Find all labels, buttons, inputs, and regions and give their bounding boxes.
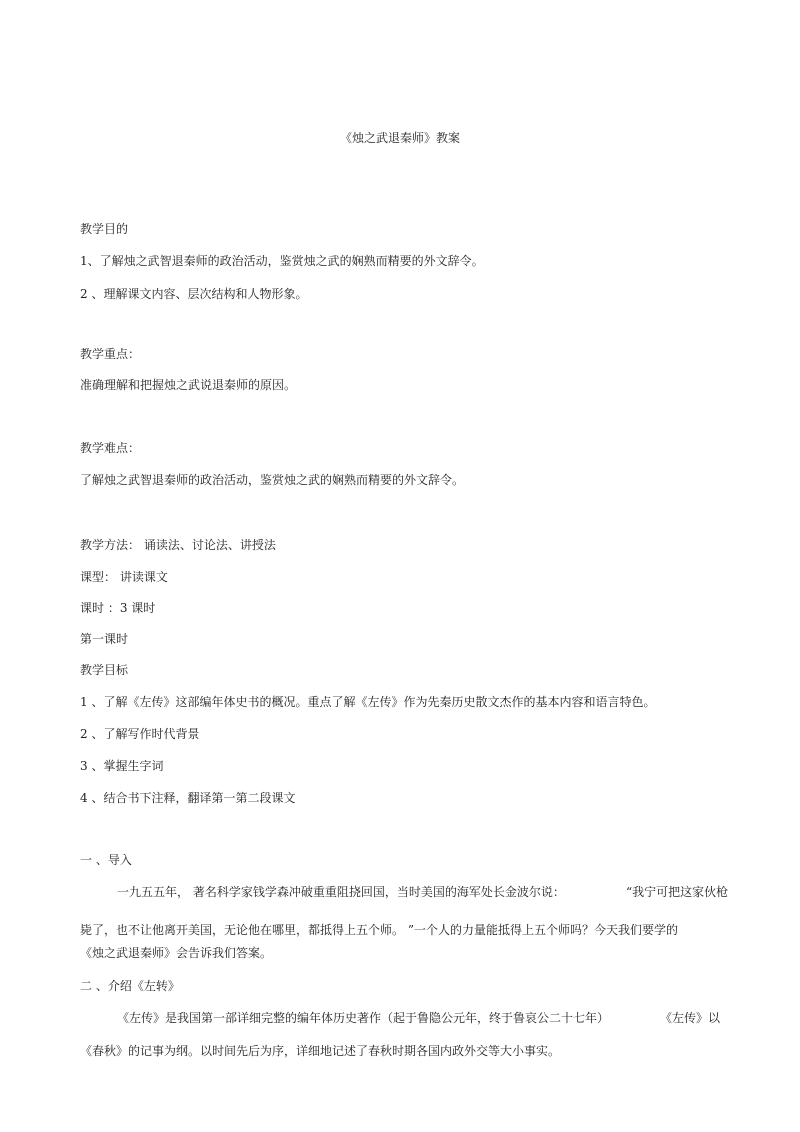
lesson-type-line: 课型： 讲读课文 (80, 570, 168, 584)
hours-line: 课时 ：3 课时 (80, 601, 156, 615)
key-points-heading: 教学重点： (80, 347, 141, 361)
objectives-heading: 教学目的 (80, 222, 129, 236)
section1-heading: 一 、导入 (80, 853, 132, 867)
section1-line1: 一九五五年， 著名科学家钱学森冲破重重阻挠回国，当时美国的海军处长金波尔说： (117, 885, 565, 899)
section1-line3: 《烛之武退秦师》会告诉我们答案。 (80, 946, 273, 960)
goal-item-2: 2 、了解写作时代背景 (80, 727, 200, 741)
goals-heading: 教学目标 (80, 663, 129, 677)
page-title: 《烛之武退秦师》教案 (339, 131, 460, 145)
objective-item-1: 1、了解烛之武智退秦师的政治活动，鉴赏烛之武的娴熟而精要的外文辞令。 (80, 254, 484, 268)
section2-line1: 《左传》是我国第一部详细完整的编年体历史著作（起于鲁隐公元年，终于鲁哀公二十七年） (117, 1011, 610, 1025)
section2-line2: 《春秋》的记事为纲。以时间先后为序，详细地记述了春秋时期各国内政外交等大小事实。 (80, 1044, 561, 1058)
difficulties-text: 了解烛之武智退秦师的政治活动，鉴赏烛之武的娴熟而精要的外文辞令。 (80, 473, 465, 487)
goal-item-4: 4 、结合书下注释，翻译第一第二段课文 (80, 791, 296, 805)
section2-heading: 二 、介绍《左转》 (80, 979, 180, 993)
goal-item-3: 3 、掌握生字词 (80, 759, 164, 773)
section1-line1-quote: “我宁可把这家伙枪 (626, 885, 729, 899)
section2-line1-end: 《左传》以 (660, 1011, 721, 1025)
objective-item-2: 2 、理解课文内容、层次结构和人物形象。 (80, 287, 308, 301)
section1-line2: 毙了，也不让他离开美国，无论他在哪里，都抵得上五个师。 ”一个人的力量能抵得上五个师吗？今天我们要学的 (80, 923, 678, 937)
first-lesson-heading: 第一课时 (80, 632, 129, 646)
key-points-text: 准确理解和把握烛之武说退秦师的原因。 (80, 378, 297, 392)
goal-item-1: 1 、了解《左传》这部编年体史书的概况。重点了解《左传》作为先秦历史散文杰作的基本内容和语言特色。 (80, 695, 656, 709)
difficulties-heading: 教学难点： (80, 441, 141, 455)
methods-line: 教学方法： 诵读法、讨论法、讲授法 (80, 538, 276, 552)
